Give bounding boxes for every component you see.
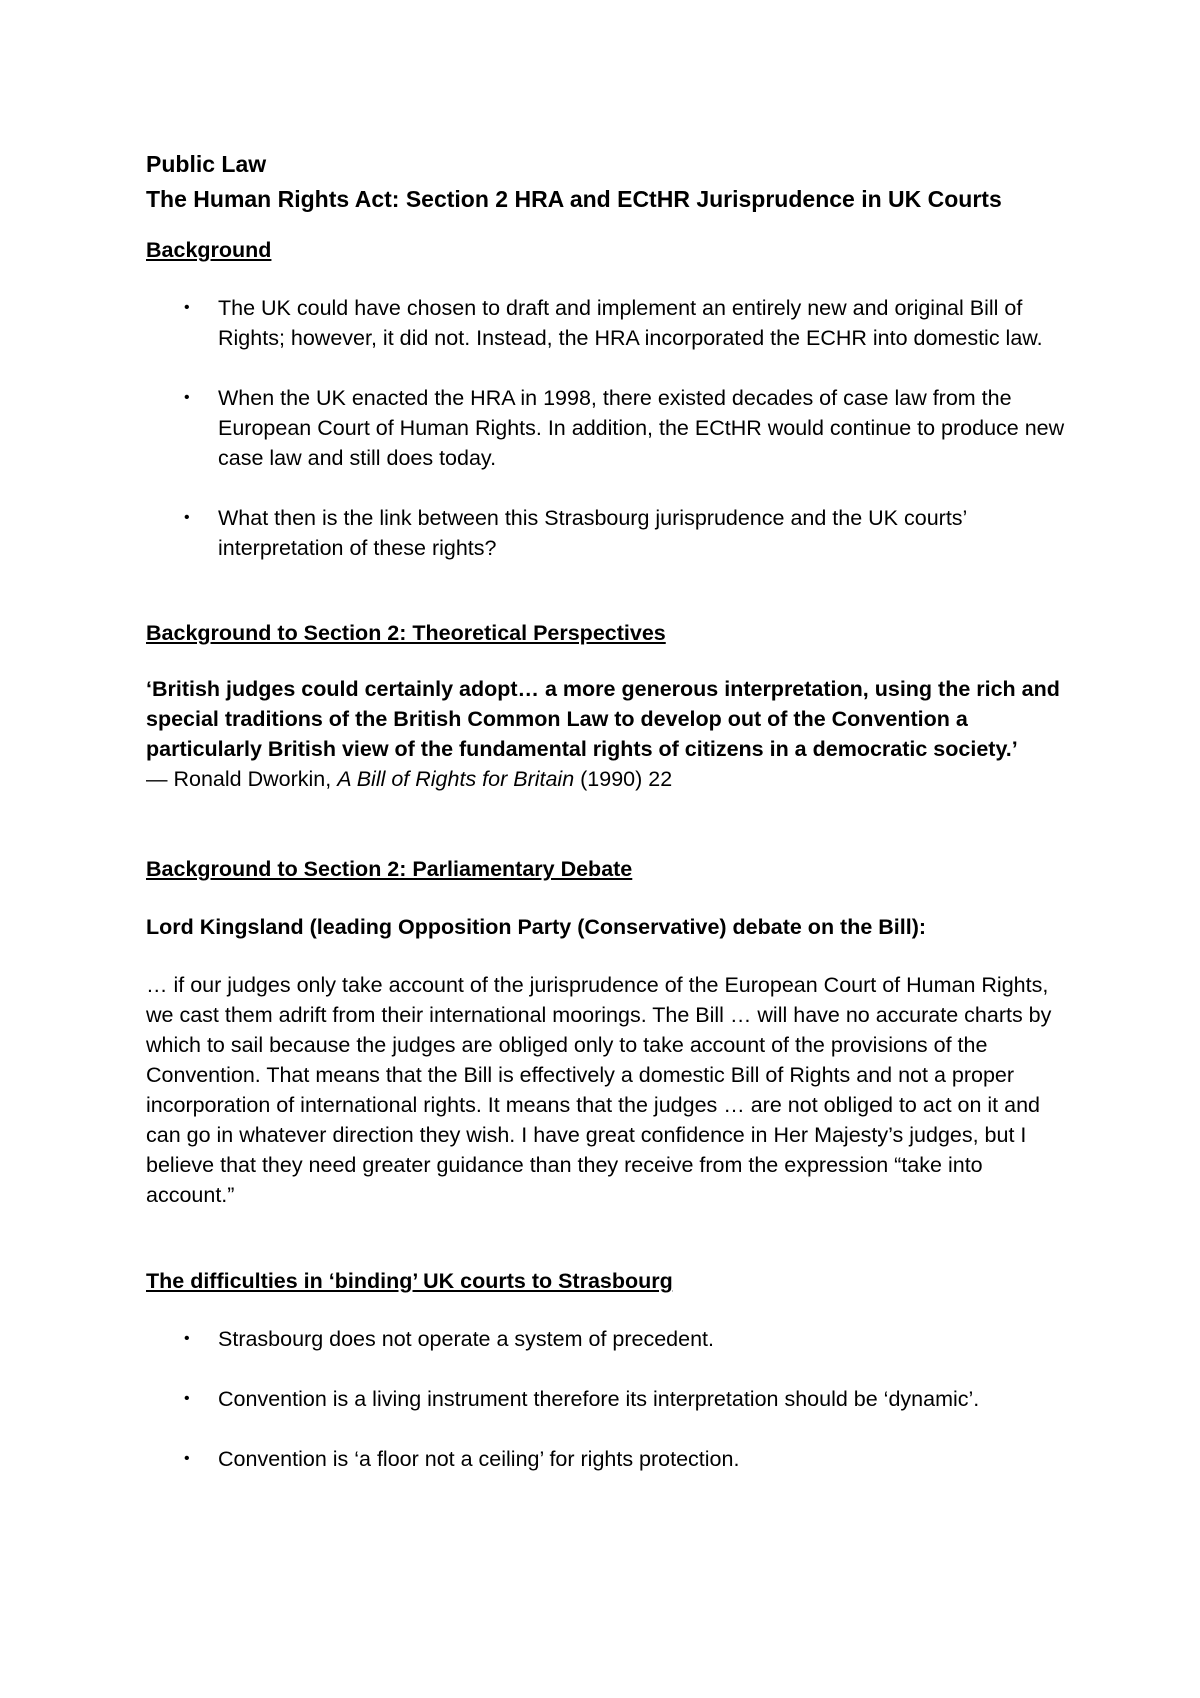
kingsland-quote: … if our judges only take account of the jurisprudence of the European Court of Human Rights, we cast them adrift from their international moorings. The Bill … will have no accurate charts by which to sail because the judges are obliged only to take account of the provisions of the Convention. That means that the Bill is effectively a domestic Bill of Rights and not a proper incorporation of international rights. It means that the judges … are not obliged to act on it and can go in whatever direction they wish. I have great confidence in Her Majesty’s judges, but I believe that they need greater guidance than they receive from the expression “take into account.” [146,973,1052,1207]
list-item-text: When the UK enacted the HRA in 1998, there existed decades of case law from the European Court of Human Rights. In addition, the ECtHR would continue to produce new case law and still does today. [218,386,1065,470]
debate-heading: Background to Section 2: Parliamentary Debate [146,857,633,881]
bullet-icon: • [184,1390,190,1407]
list-item [146,383,1066,473]
list-item-text: Convention is ‘a floor not a ceiling’ for rights protection. [218,1447,740,1471]
document-title: The Human Rights Act: Section 2 HRA and ECtHR Jurisprudence in UK Courts [146,186,1002,212]
list-item [146,293,1066,353]
list-item-text: Strasbourg does not operate a system of precedent. [218,1327,714,1351]
bullet-icon: • [184,389,190,406]
citation-prefix: — Ronald Dworkin, [146,767,338,791]
list-item-text: What then is the link between this Strasbourg jurisprudence and the UK courts’ interpretation of these rights? [218,506,967,560]
bullet-icon: • [184,1450,190,1467]
bullet-icon: • [184,1330,190,1347]
list-item-text: The UK could have chosen to draft and implement an entirely new and original Bill of Rights; however, it did not. Instead, the HRA incorporated the ECHR into domestic law. [218,296,1043,350]
list-item [146,1324,1066,1354]
background-bullet-list [146,293,1066,563]
course-title: Public Law [146,151,267,177]
list-item-text: Convention is a living instrument therefore its interpretation should be ‘dynamic’. [218,1387,980,1411]
difficulties-heading: The difficulties in ‘binding’ UK courts to Strasbourg [146,1269,673,1293]
document-page [146,147,1066,1474]
background-heading: Background [146,238,272,262]
list-item [146,1444,1066,1474]
difficulties-bullet-list [146,1324,1066,1474]
dworkin-citation [146,764,1066,794]
list-item [146,1384,1066,1414]
dworkin-quote: ‘British judges could certainly adopt… a more generous interpretation, using the rich and special traditions of the British Common Law to develop out of the Convention a particularly British view of the fundamental rights of citizens in a democratic society.’ [146,677,1060,761]
list-item [146,503,1066,563]
bullet-icon: • [184,299,190,316]
debate-speaker: Lord Kingsland (leading Opposition Party (Conservative) debate on the Bill): [146,915,927,939]
citation-suffix: (1990) 22 [574,767,673,791]
citation-book-title: A Bill of Rights for Britain [337,767,575,791]
bullet-icon: • [184,509,190,526]
theory-heading: Background to Section 2: Theoretical Perspectives [146,621,666,645]
